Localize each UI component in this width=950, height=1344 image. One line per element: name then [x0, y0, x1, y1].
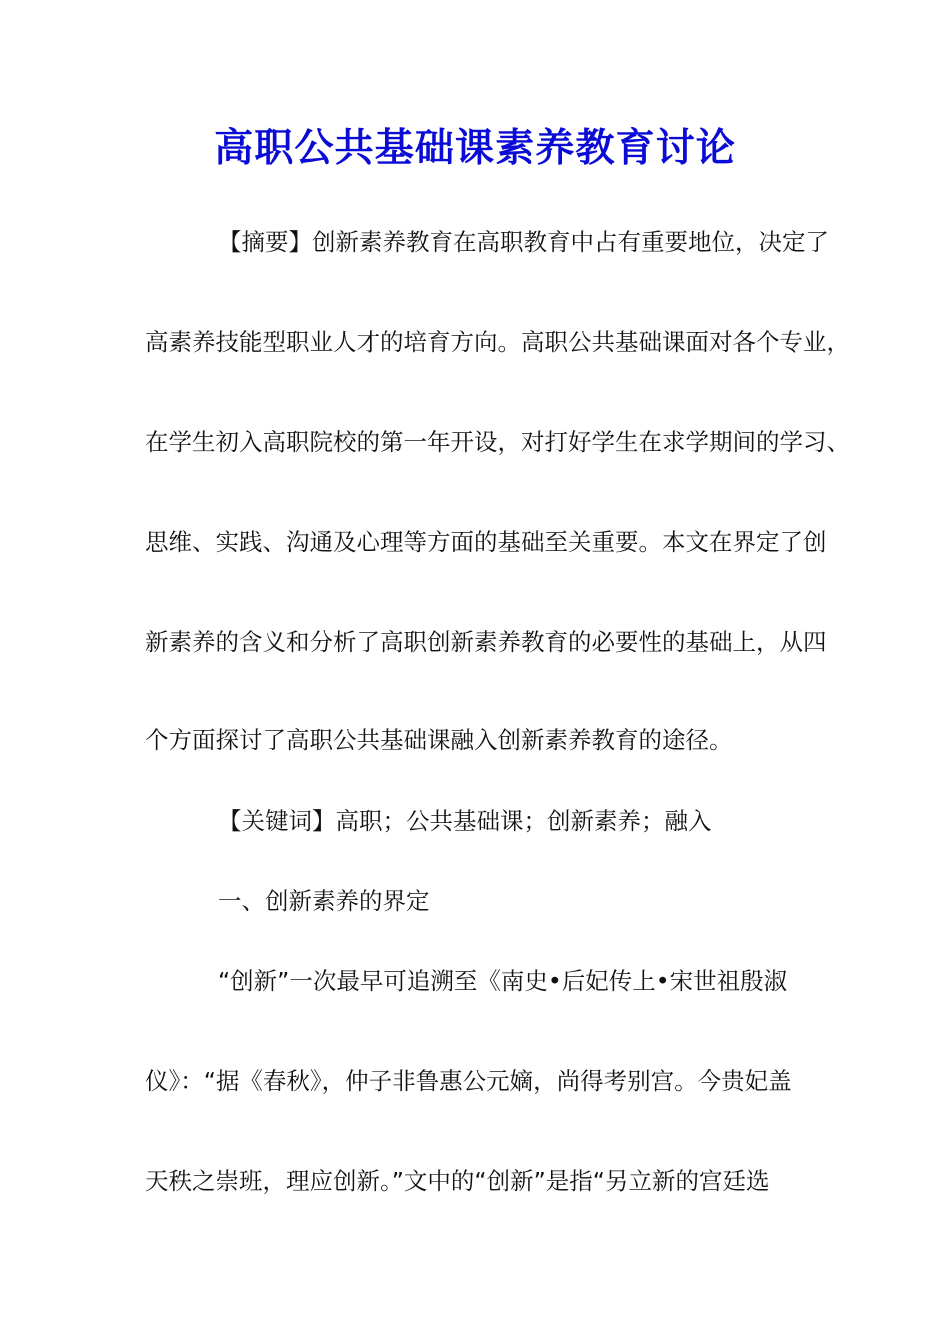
abstract-line-2: 高素养技能型职业人才的培育方向。高职公共基础课面对各个专业， [145, 328, 850, 356]
abstract-line-6: 个方面探讨了高职公共基础课融入创新素养教育的途径。 [145, 726, 733, 754]
section-heading-1: 一、创新素养的界定 [218, 887, 430, 915]
abstract-line-4: 思维、实践、沟通及心理等方面的基础至关重要。本文在界定了创 [145, 528, 827, 556]
abstract-line-1: 【摘要】创新素养教育在高职教育中占有重要地位，决定了 [218, 228, 829, 256]
body-line-3: 天秩之崇班，理应创新。”文中的“创新”是指“另立新的宫廷选 [145, 1167, 770, 1195]
abstract-line-5: 新素养的含义和分析了高职创新素养教育的必要性的基础上，从四 [145, 628, 827, 656]
keywords-line: 【关键词】高职；公共基础课；创新素养；融入 [218, 807, 712, 835]
body-line-2: 仪》：“据《春秋》，仲子非鲁惠公元嫡，尚得考别宫。今贵妃盖 [145, 1067, 792, 1095]
document-title: 高职公共基础课素养教育讨论 [214, 125, 736, 171]
abstract-line-3: 在学生初入高职院校的第一年开设，对打好学生在求学期间的学习、 [145, 428, 850, 456]
body-line-1: “创新”一次最早可追溯至《南史•后妃传上•宋世祖殷淑 [218, 967, 788, 995]
